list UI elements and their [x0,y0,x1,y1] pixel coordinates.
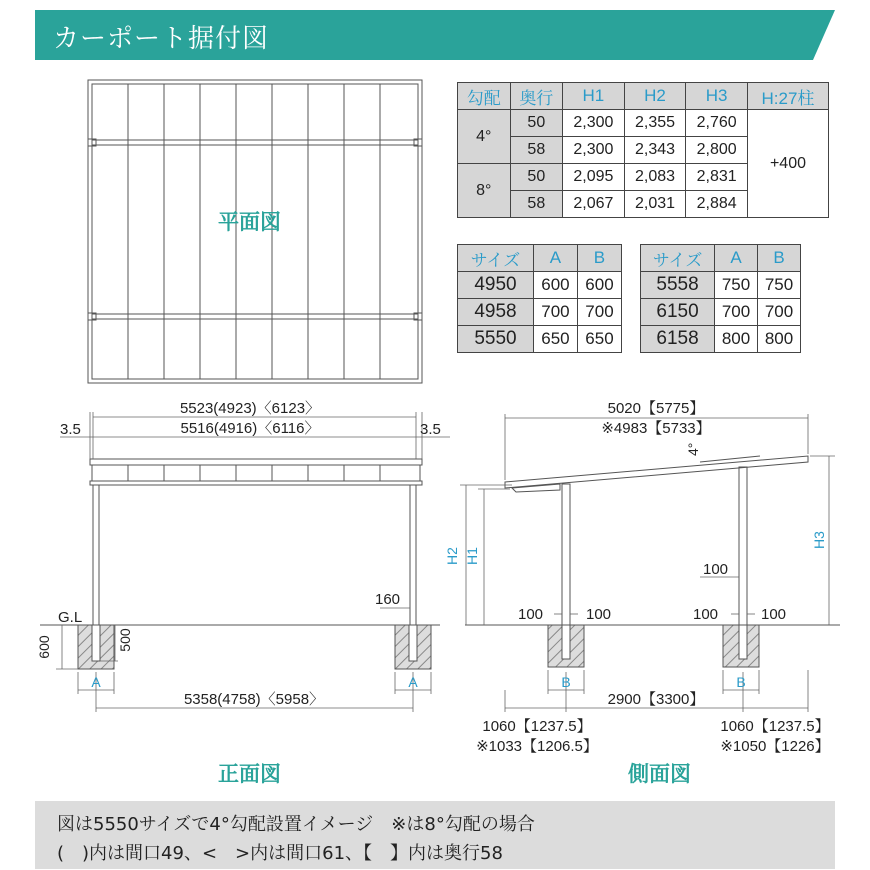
front-a-left: A [91,674,101,690]
col-h1: H1 [563,83,625,110]
b-cell: 750 [758,272,801,299]
side-b-left: B [561,674,571,690]
table-row [641,272,801,299]
side-right-100a: 100 [693,606,719,623]
h1-cell: 2,095 [563,164,625,191]
table-row [458,110,829,137]
size-cell: 5550 [458,326,534,353]
front-span-dim: 5358(4758)〈5958〉 [183,691,325,708]
depth-cell: 58 [510,191,563,218]
page-title: カーポート据付図 [53,24,270,54]
side-overall-dim: 5020【5775】 [607,400,705,417]
size-table-1 [457,244,622,353]
side-h2-label: H2 [444,547,460,565]
plan-view-label: 平面図 [218,210,281,234]
h1-cell: 2,067 [563,191,625,218]
h3-cell: 2,760 [686,110,748,137]
table-row [641,299,801,326]
side-left-overhang-alt: ※1033【1206.5】 [476,738,598,755]
front-embed-dim: 500 [117,628,133,652]
h2-cell: 2,031 [624,191,686,218]
size-table-header [458,245,622,272]
col-a: A [533,245,577,272]
h3-cell: 2,884 [686,191,748,218]
a-cell: 750 [715,272,758,299]
depth-cell: 50 [510,164,563,191]
a-cell: 650 [533,326,577,353]
side-h3-label: H3 [811,531,827,549]
side-overall-alt-dim: ※4983【5733】 [601,420,711,437]
height-table [457,82,829,218]
size-cell: 6158 [641,326,715,353]
size-cell: 6150 [641,299,715,326]
side-left-100b: 100 [586,606,612,623]
size-table-2 [640,244,801,353]
side-view [465,456,840,667]
h2-cell: 2,355 [624,110,686,137]
slope-cell: 8° [458,164,511,218]
front-a-right: A [408,674,418,690]
front-dimension-lines [56,412,450,712]
h3-cell: 2,800 [686,137,748,164]
table-row [458,299,622,326]
slope-cell: 4° [458,110,511,164]
notes-box [35,801,835,869]
b-cell: 700 [758,299,801,326]
front-post-depth: 160 [375,591,401,608]
side-left-100a: 100 [518,606,544,623]
table-row [458,326,622,353]
col-depth: 奥行 [510,83,563,110]
h1-cell: 2,300 [563,110,625,137]
side-left-overhang: 1060【1237.5】 [482,718,592,735]
size-cell: 5558 [641,272,715,299]
note-line-1: 図は5550サイズで4°勾配設置イメージ ※は8°勾配の場合 [57,814,535,835]
front-foundation-dim: 600 [36,635,52,659]
side-b-right: B [736,674,746,690]
h1-cell: 2,300 [563,137,625,164]
side-right-100b: 100 [761,606,787,623]
front-offset-left: 3.5 [60,421,81,438]
h3-cell: 2,831 [686,164,748,191]
b-cell: 600 [577,272,621,299]
col-b: B [577,245,621,272]
side-view-label: 側面図 [628,762,691,786]
side-span-dim: 2900【3300】 [607,691,705,708]
b-cell: 700 [577,299,621,326]
side-right-overhang: 1060【1237.5】 [720,718,830,735]
front-overall-dim: 5523(4923)〈6123〉 [179,400,321,417]
b-cell: 800 [758,326,801,353]
size-cell: 4950 [458,272,534,299]
h2-cell: 2,083 [624,164,686,191]
a-cell: 600 [533,272,577,299]
col-b: B [758,245,801,272]
table-row [458,272,622,299]
note-line-2: ( )内は間口49、< >内は間口61、【 】内は奥行58 [57,843,503,864]
col-h2: H2 [624,83,686,110]
front-gl-label: G.L [58,609,83,626]
h27-extra-cell: +400 [747,110,828,218]
col-slope: 勾配 [458,83,511,110]
depth-cell: 58 [510,137,563,164]
a-cell: 800 [715,326,758,353]
size-cell: 4958 [458,299,534,326]
front-view [40,459,440,669]
col-h3: H3 [686,83,748,110]
side-h1-label: H1 [464,547,480,565]
col-size: サイズ [458,245,534,272]
table-row [641,326,801,353]
col-a: A [715,245,758,272]
depth-cell: 50 [510,110,563,137]
b-cell: 650 [577,326,621,353]
front-view-label: 正面図 [218,762,281,786]
side-slope-label: 4° [685,442,701,456]
side-post-top-dim: 100 [703,561,729,578]
col-size: サイズ [641,245,715,272]
side-right-overhang-alt: ※1050【1226】 [720,738,830,755]
height-table-header [458,83,829,110]
front-inner-dim: 5516(4916)〈6116〉 [180,420,320,437]
a-cell: 700 [715,299,758,326]
col-h27: H:27柱 [747,83,828,110]
front-offset-right: 3.5 [420,421,441,438]
h2-cell: 2,343 [624,137,686,164]
a-cell: 700 [533,299,577,326]
size-table-header [641,245,801,272]
